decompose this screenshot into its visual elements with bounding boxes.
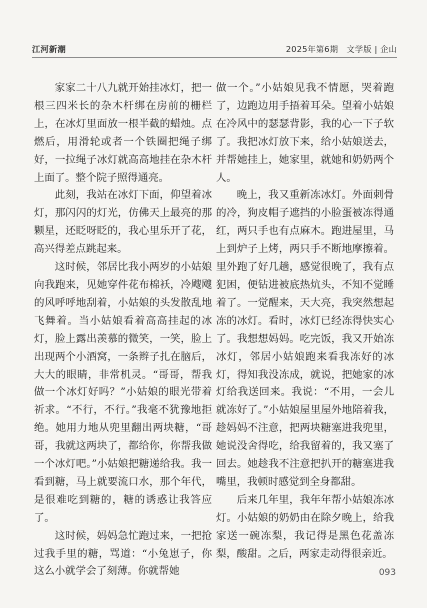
paragraph: 晚上，我又重新冻冰灯。外面刺骨的冷，狗皮帽子遮挡的小脸蛋被冻得通红，两只手也有点麻木。跑进屋里，马上到炉子上烤，两只手不断地摩擦着。里外跑了好几趟，感觉很晚了，我有点犯困，便钻进被底热炕头，不知不觉睡着了。一觉醒来，天大亮，我突然想起冻的冰灯。看时，冰灯已经冻得快实心了。我想想妈妈。吃完饭，我又开始冻冰灯，邻居小姑娘跑来看我冻好的冰灯，得知我没冻成，就说，把她家的冰灯给我送回来。我说：“不用，一会儿就冻好了。”小姑娘屋里屋外地陪着我，趁妈妈不注意，把两块糖塞进我兜里，她说没舍得吃，给我留着的，我又塞了回去。她趁我不注意把扒开的糖塞进我嘴里，我顿时感觉到全身都甜。 [216, 189, 394, 488]
paragraph: 此刻，我站在冰灯下面，仰望着冰灯，那闪闪的灯光，仿佛天上最亮的那颗星，还眨呀眨的，我心里乐开了花，高兴得差点跳起来。 [34, 189, 212, 256]
left-column [34, 80, 212, 581]
magazine-title: 江河新潮 [32, 44, 66, 54]
page-header [32, 44, 397, 58]
header-divider [32, 57, 397, 58]
paragraph: 这时候，妈妈急忙跑过来，一把抢过我手里的糖，骂道：“小兔崽子，你这么小就学会了刻薄。你就帮她 [34, 529, 212, 578]
paragraph: 后来几年里，我年年帮小姑娘冻冰灯。小姑娘的奶奶由在除夕晚上，给我家送一碗冻梨，我记得是黑色花盖冻梨，酸甜。之后，两家走动得很亲近。 [216, 493, 394, 560]
issue-info: 2025年第6期 文学版 | 企山 [285, 44, 397, 54]
right-column [216, 80, 394, 563]
paragraph: 做一个。”小姑娘见我不情愿，哭着跑了，边跑边用手捂着耳朵。望着小姑娘在冷风中的瑟瑟背影，我的心一下子软了。我把冰灯放下来，给小姑娘送去，并帮她挂上，她家里，就她和奶奶两个人。 [216, 82, 394, 184]
paragraph: 这时候，邻居比我小两岁的小姑娘向我跑来，见她穿件花布棉袄，冷飕飕的风呼呼地刮着，小姑娘的头发散乱地飞舞着。当小姑娘看着高高挂起的冰灯，脸上露出羡慕的微笑，一笑，脸上出现两个小酒窝，一条辫子扎在脑后，大大的眼睛，非常机灵。“哥哥，帮我做一个冰灯好吗？”小姑娘的眼光带着祈求。“不行，不行。”我毫不犹豫地拒绝。她用力地从兜里翻出两块糖，“哥哥，我就这两块了，都给你，你帮我做一个冰灯吧。”小姑娘把糖递给我。我一看到糖，马上就要流口水，那个年代，是很难吃到糖的，糖的诱惑让我答应了。 [34, 261, 212, 524]
page-number: 093 [378, 568, 396, 578]
paragraph: 家家二十八九就开始挂冰灯，把一根三四米长的杂木杆绑在房前的栅栏上，在冰灯里面放一根半截的蜡烛。点燃后，用滑轮或者一个铁圈把绳子绑好，一拉绳子冰灯就高高地挂在杂木杆上面了。整个院子照得通亮。 [34, 82, 212, 184]
